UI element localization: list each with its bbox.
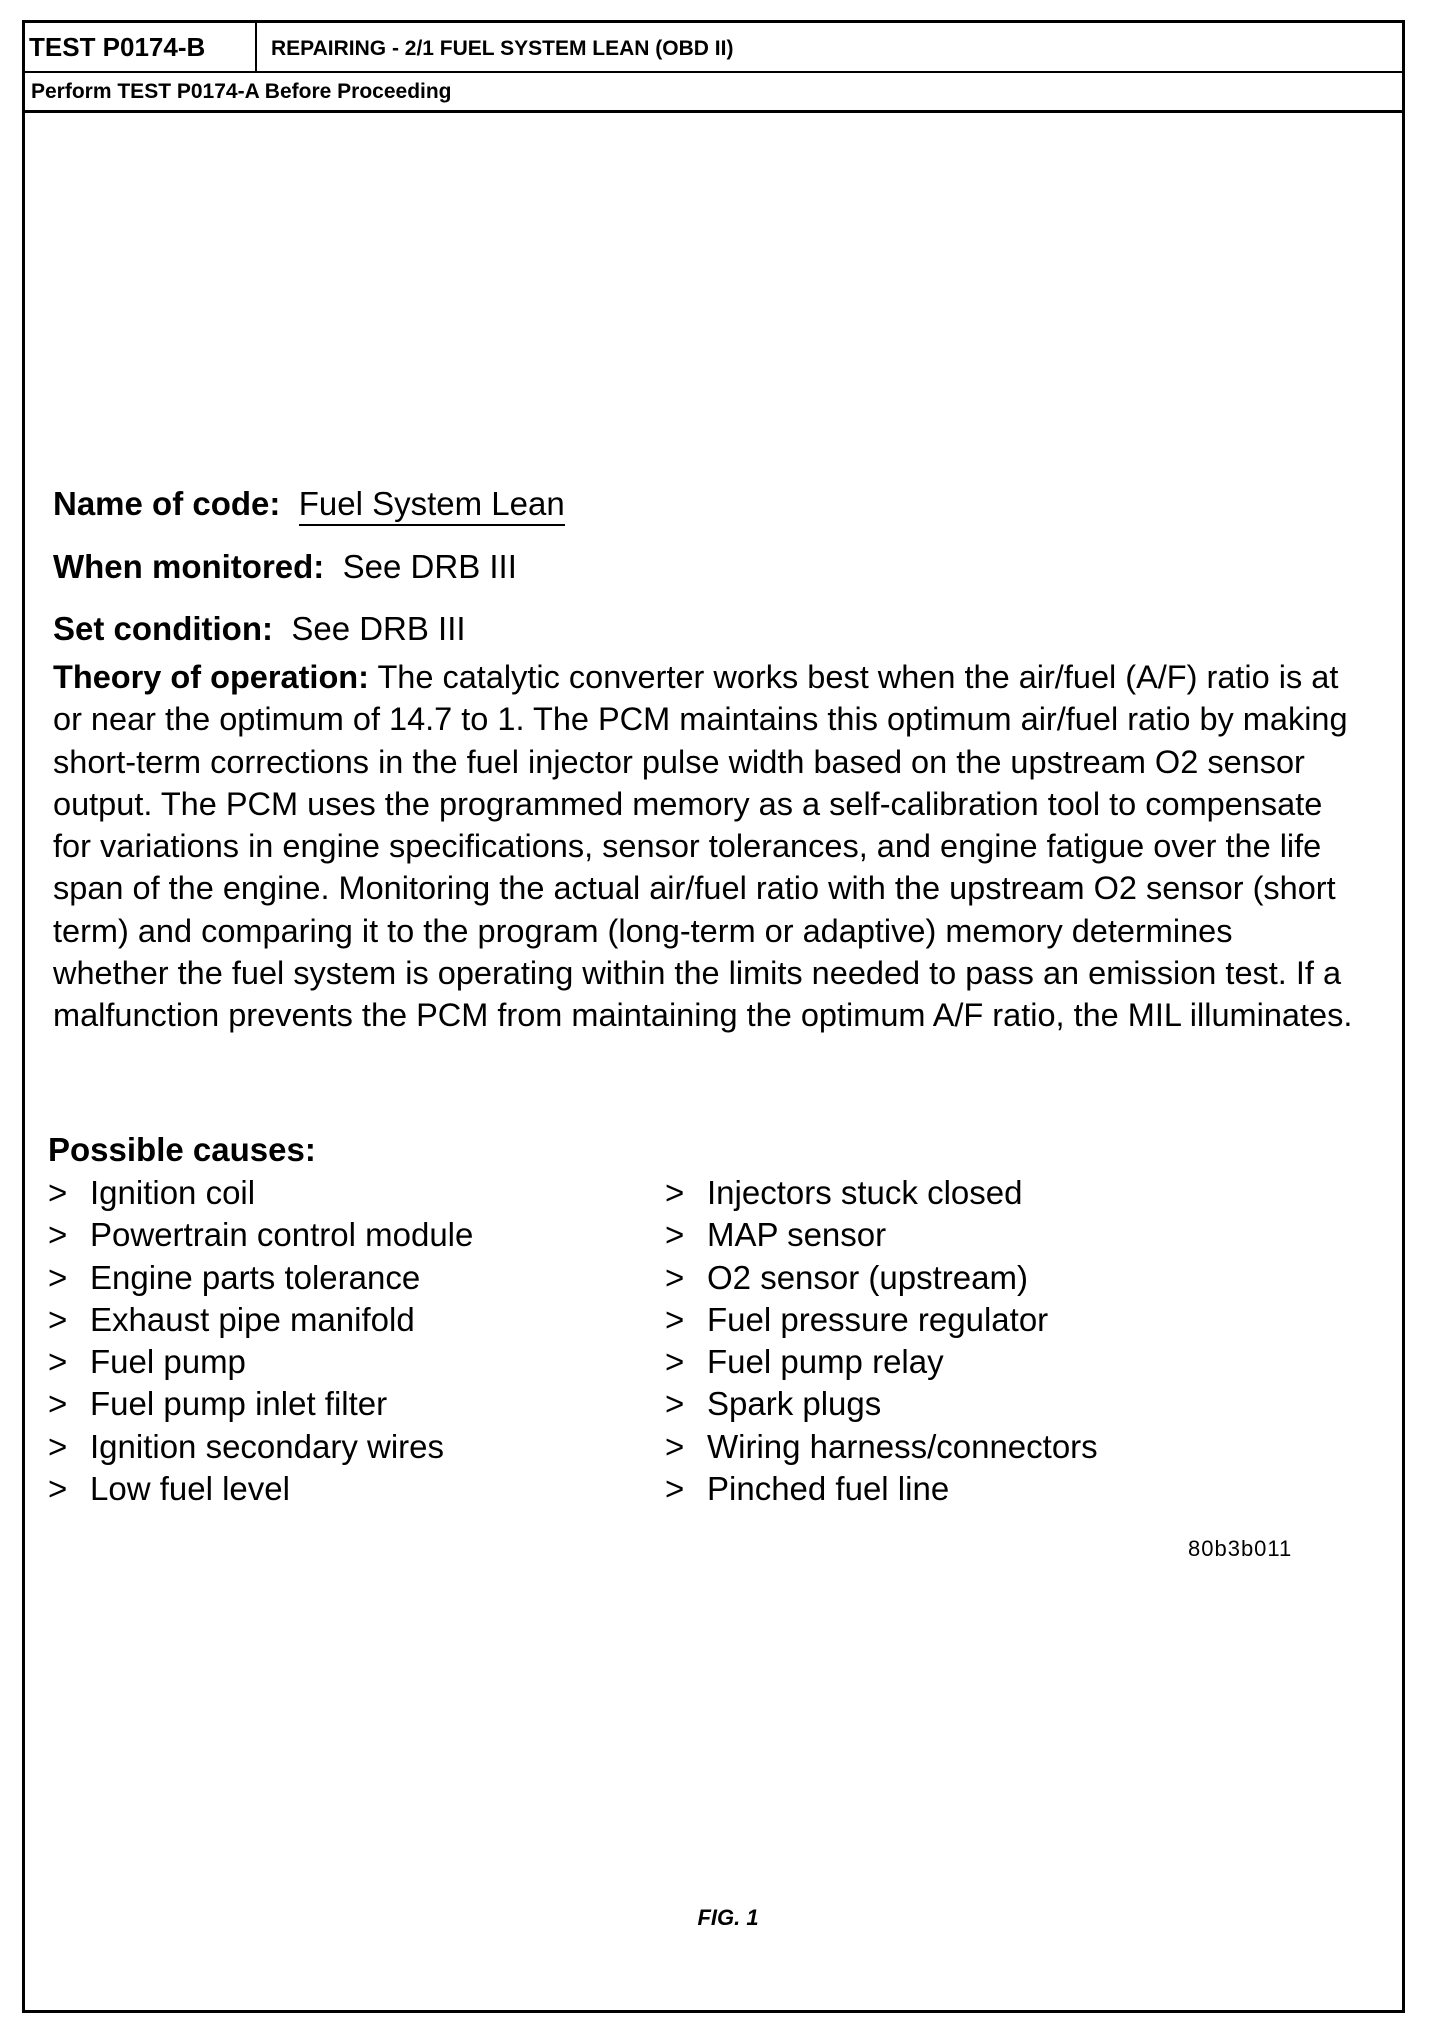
theory-of-operation [53, 656, 1353, 1037]
bullet-arrow: > [665, 1258, 685, 1296]
bullet-arrow: > [665, 1300, 685, 1338]
list-item: > Powertrain control module [48, 1214, 473, 1256]
figure-caption: FIG. 1 [697, 1905, 759, 1930]
list-item: > Fuel pump relay [665, 1341, 1098, 1383]
list-item: > Fuel pump [48, 1341, 473, 1383]
list-item: > Low fuel level [48, 1468, 473, 1510]
set-condition-label: Set condition: [53, 610, 273, 647]
causes-list-left [48, 1172, 473, 1510]
monitored-line [53, 548, 517, 586]
bullet-arrow: > [48, 1470, 68, 1508]
bullet-arrow: > [665, 1470, 685, 1508]
bullet-arrow: > [665, 1216, 685, 1254]
bullet-arrow: > [665, 1385, 685, 1423]
test-header [25, 23, 1402, 73]
bullet-arrow: > [48, 1343, 68, 1381]
list-item: > Spark plugs [665, 1383, 1098, 1425]
causes-list-right [665, 1172, 1098, 1510]
test-code: TEST P0174-B [25, 23, 257, 71]
list-item: > Wiring harness/connectors [665, 1426, 1098, 1468]
possible-causes-heading: Possible causes: [48, 1131, 316, 1168]
monitored-value: See DRB III [342, 548, 517, 585]
theory-label: Theory of operation: [53, 659, 369, 695]
list-item: > Injectors stuck closed [665, 1172, 1098, 1214]
bullet-arrow: > [665, 1427, 685, 1465]
bullet-arrow: > [48, 1300, 68, 1338]
bullet-arrow: > [665, 1174, 685, 1211]
code-name-label: Name of code: [53, 485, 281, 522]
list-item: > Engine parts tolerance [48, 1257, 473, 1299]
bullet-arrow: > [665, 1343, 685, 1381]
code-name-line [53, 485, 565, 523]
list-item: > Fuel pump inlet filter [48, 1383, 473, 1425]
code-name-value: Fuel System Lean [299, 485, 565, 526]
set-condition-line [53, 610, 466, 648]
prerequisite-note: Perform TEST P0174-A Before Proceeding [25, 73, 1402, 113]
list-item: > Exhaust pipe manifold [48, 1299, 473, 1341]
figure-id: 80b3b011 [1188, 1536, 1293, 1561]
set-condition-value: See DRB III [291, 610, 466, 647]
list-item: > O2 sensor (upstream) [665, 1257, 1098, 1299]
list-item: > Fuel pressure regulator [665, 1299, 1098, 1341]
monitored-label: When monitored: [53, 548, 325, 585]
list-item: > Ignition coil [48, 1172, 473, 1214]
bullet-arrow: > [48, 1385, 68, 1423]
list-item: > Ignition secondary wires [48, 1426, 473, 1468]
bullet-arrow: > [48, 1427, 68, 1465]
bullet-arrow: > [48, 1216, 68, 1254]
bullet-arrow: > [48, 1258, 68, 1296]
test-title: REPAIRING - 2/1 FUEL SYSTEM LEAN (OBD II) [271, 37, 734, 60]
list-item: > Pinched fuel line [665, 1468, 1098, 1510]
list-item: > MAP sensor [665, 1214, 1098, 1256]
theory-text: The catalytic converter works best when the air/fuel (A/F) ratio is at or near the optimum of 14.7 to 1. The PCM maintains this optimum air/fuel ratio by making short-term corrections in the fuel injector pulse width based on the upstream O2 sensor output. The PCM uses the programmed memory as a self-calibration tool to compensate for variations in engine specifications, sensor tolerances, and engine fatigue over the life span of the engine. Monitoring the actual air/fuel ratio with the upstream O2 sensor (short term) and comparing it to the program (long-term or adaptive) memory determines whether the fuel system is operating within the limits needed to pass an emission test. If a malfunction prevents the PCM from maintaining the optimum A/F ratio, the MIL illuminates. [53, 659, 1353, 1034]
bullet-arrow: > [48, 1174, 68, 1211]
